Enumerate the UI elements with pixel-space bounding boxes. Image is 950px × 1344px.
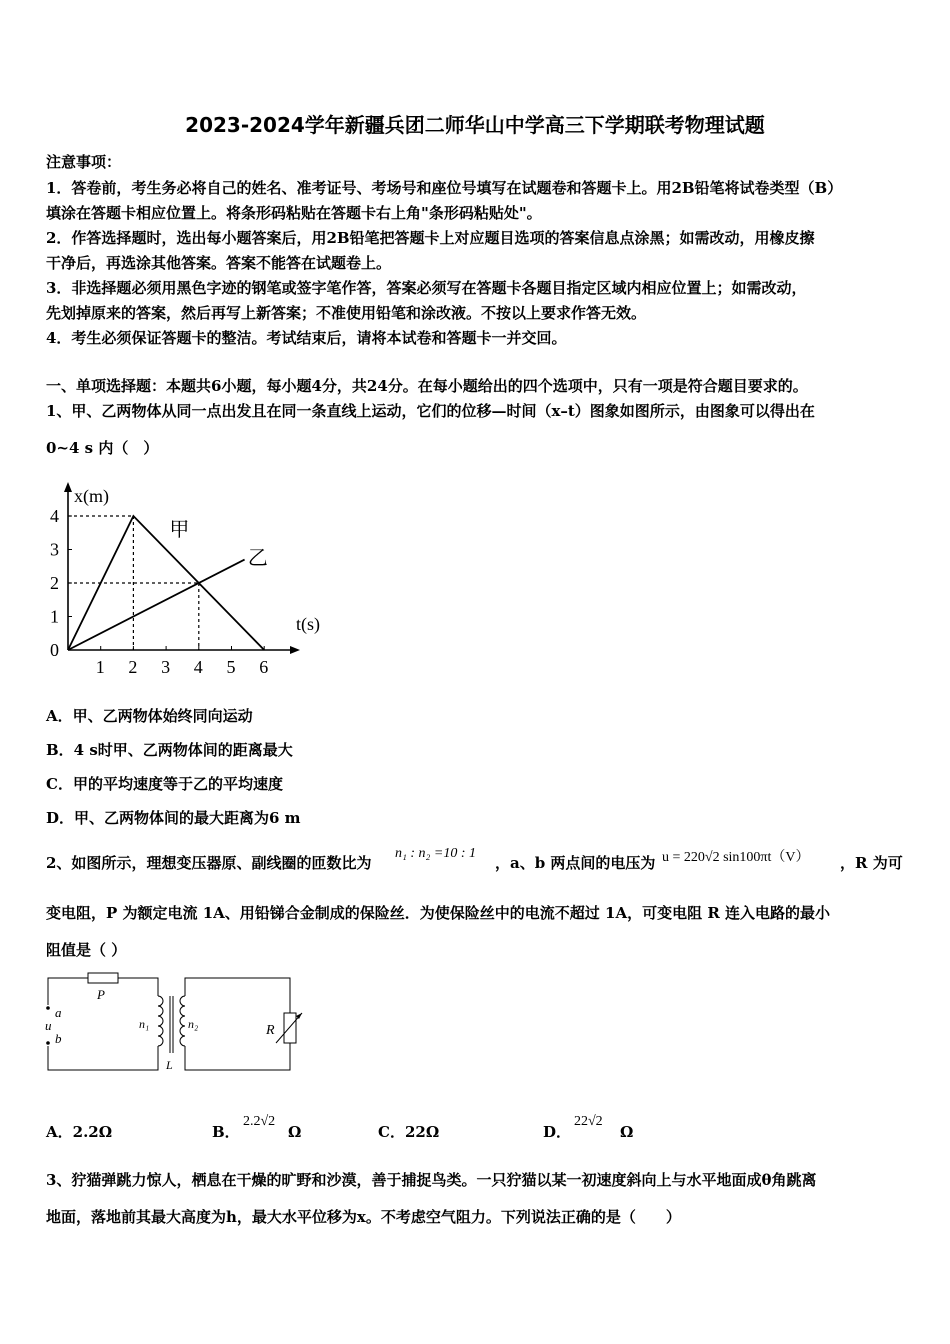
notice-line: 先划掉原来的答案，然后再写上新答案；不准使用铅笔和涂改液。不按以上要求作答无效。 (46, 304, 647, 322)
label-n1: n₁ (139, 1017, 150, 1031)
q1-stem: 1、甲、乙两物体从同一点出发且在同一条直线上运动，它们的位移—时间（x–t）图象如图所示，由图象可以得出在 (46, 402, 815, 420)
q1-option-c: C．甲的平均速度等于乙的平均速度 (46, 775, 283, 793)
q2-option-a: A．2.2Ω (46, 1123, 113, 1141)
label-u: u (45, 1018, 52, 1033)
x-tick-label: 3 (161, 657, 171, 677)
x-tick-label: 4 (193, 657, 203, 677)
label-a: a (55, 1005, 62, 1020)
notice-heading: 注意事项： (46, 153, 122, 171)
q2-option-b-label: B． (212, 1123, 240, 1141)
y-axis-label: x(m) (74, 486, 109, 506)
transformer-circuit (40, 968, 310, 1078)
q2-stem-mid: ，a、b 两点间的电压为 (495, 854, 656, 872)
origin-label: 0 (50, 640, 59, 660)
q2-voltage-formula: u = 220√2 sin100πt（V） (662, 850, 810, 865)
q1-option-b: B．4 s时甲、乙两物体间的距离最大 (46, 741, 293, 759)
q3-stem-2: 地面，落地前其最大高度为h，最大水平位移为x。不考虑空气阻力。下列说法正确的是（ ） (46, 1208, 681, 1226)
q2-option-c: C．22Ω (378, 1123, 440, 1141)
x-axis-label: t(s) (296, 614, 320, 634)
x-tick-label: 2 (128, 657, 138, 677)
notice-line: 填涂在答题卡相应位置上。将条形码粘贴在答题卡右上角"条形码粘贴处"。 (46, 204, 542, 222)
x-tick-label: 5 (226, 657, 236, 677)
q2-option-d-unit: Ω (620, 1123, 634, 1141)
q2-stem-post: ，R 为可 (840, 854, 903, 872)
q3-stem: 3、狞猫弹跳力惊人，栖息在干燥的旷野和沙漠，善于捕捉鸟类。一只狞猫以某一初速度斜向上与水平地面成θ角跳离 (46, 1171, 817, 1189)
page-title: 2023-2024学年新疆兵团二师华山中学高三下学期联考物理试题 (185, 113, 765, 137)
notice-line: 干净后，再选涂其他答案。答案不能答在试题卷上。 (46, 254, 392, 272)
q2-stem: 2、如图所示，理想变压器原、副线圈的匝数比为 (46, 854, 372, 872)
x-tick-label: 6 (259, 657, 269, 677)
y-axis-arrow (64, 482, 72, 492)
xt-graph (40, 470, 340, 690)
label-p: P (97, 987, 105, 1002)
label-l: L (166, 1058, 173, 1072)
label-b: b (55, 1031, 62, 1046)
notice-line: 3．非选择题必须用黑色字迹的钢笔或签字笔作答，答案必须写在答题卡各题目指定区域内相应位置上；如需改动， (46, 279, 807, 297)
q1-option-d: D．甲、乙两物体间的最大距离为6 m (46, 809, 301, 827)
fuse-p (88, 973, 118, 983)
q2-stem-2: 变电阻，P 为额定电流 1A、用铅锑合金制成的保险丝．为使保险丝中的电流不超过 1A，可变电阻 R 连入电路的最小 (46, 904, 831, 922)
q2-option-d-label: D． (543, 1123, 572, 1141)
y-tick-label: 4 (50, 506, 59, 526)
series-line-2 (68, 560, 245, 650)
q2-option-b-formula: 2.2√2 (243, 1114, 276, 1129)
label-r: R (266, 1023, 275, 1038)
q2-option-b-unit: Ω (288, 1123, 302, 1141)
notice-line: 4．考生必须保证答题卡的整洁。考试结束后，请将本试卷和答题卡一并交回。 (46, 329, 567, 347)
q2-option-d-formula: 22√2 (574, 1114, 603, 1129)
x-axis-arrow (290, 646, 300, 654)
y-tick-label: 1 (50, 606, 59, 627)
label-n2: n₂ (188, 1017, 199, 1031)
series-label-jia: 甲 (169, 519, 190, 542)
x-tick-label: 1 (95, 657, 105, 677)
section-heading: 一、单项选择题：本题共6小题，每小题4分，共24分。在每小题给出的四个选项中，只有一项是符合题目要求的。 (46, 377, 808, 395)
q1-stem-2: 0~4 s 内（ ） (46, 439, 159, 457)
notice-line: 1．答卷前，考生务必将自己的姓名、准考证号、考场号和座位号填写在试题卷和答题卡上。用2B铅笔将试卷类型（B） (46, 179, 843, 197)
y-tick-label: 3 (50, 539, 59, 560)
q1-option-a: A．甲、乙两物体始终同向运动 (46, 707, 253, 725)
primary-coil (158, 996, 163, 1046)
y-tick-label: 2 (50, 573, 59, 593)
secondary-coil (180, 996, 185, 1046)
q2-stem-3: 阻值是（ ） (46, 941, 127, 959)
variable-resistor (284, 1013, 296, 1043)
notice-line: 2．作答选择题时，选出每小题答案后，用2B铅笔把答题卡上对应题目选项的答案信息点涂黑；如需改动，用橡皮擦 (46, 229, 815, 247)
q2-ratio-formula: n₁ : n₂ =10 : 1 (395, 846, 477, 861)
series-label-yi: 乙 (247, 547, 268, 570)
